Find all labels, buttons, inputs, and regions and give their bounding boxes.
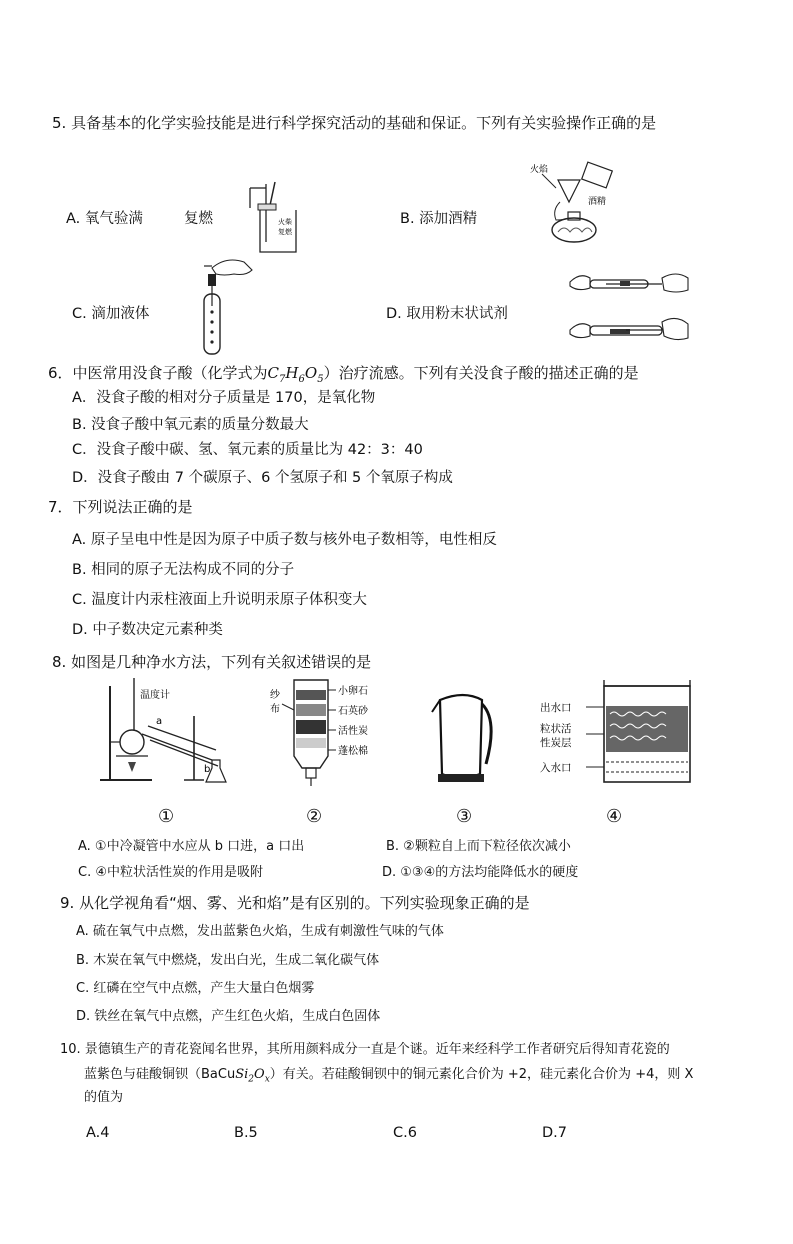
alcohol-lamp-figure <box>530 160 620 248</box>
q10-option-a: A.4 <box>86 1125 110 1141</box>
q6-option-d: D．没食子酸由 7 个碳原子、6 个氢原子和 5 个氧原子构成 <box>72 470 453 486</box>
activated-carbon-purifier-figure <box>540 676 700 788</box>
q10-option-b: B.5 <box>234 1125 258 1141</box>
q10-option-c: C.6 <box>393 1125 417 1141</box>
q6-option-b: B. 没食子酸中氧元素的质量分数最大 <box>72 417 309 433</box>
simple-water-filter-figure <box>266 676 406 788</box>
granular-carbon-label-1: 粒状活 <box>540 723 572 735</box>
q9-option-c: C. 红磷在空气中点燃，产生大量白色烟雾 <box>76 981 315 996</box>
gauze-label-1: 纱 <box>270 690 280 701</box>
outlet-label: 出水口 <box>540 702 572 714</box>
q8-stem: 8. 如图是几种净水方法，下列有关叙述错误的是 <box>52 653 372 671</box>
flame-label: 火焰 <box>530 165 549 175</box>
q9-stem: 9. 从化学视角看“烟、雾、光和焰”是有区别的。下列实验现象正确的是 <box>60 894 530 912</box>
q5-option-a-note: 复燃 <box>184 211 213 227</box>
reignite-label: 复燃 <box>278 228 292 236</box>
oxygen-collection-figure <box>240 180 300 254</box>
q9-option-a: A. 硫在氧气中点燃，发出蓝紫色火焰，生成有刺激性气味的气体 <box>76 924 444 939</box>
q10-line-2 <box>84 1068 693 1085</box>
fig-number-2: ② <box>306 806 323 827</box>
q10-line-2-prefix: 蓝紫色与硅酸铜钡（BaCu <box>84 1067 236 1082</box>
distillation-figure <box>100 676 240 788</box>
q8-option-a: A. ①中冷凝管中水应从 b 口进，a 口出 <box>78 839 305 854</box>
q7-stem: 7．下列说法正确的是 <box>48 498 193 516</box>
q10-line-1: 10. 景德镇生产的青花瓷闻名世界，其所用颜料成分一直是个谜。近年来经科学工作者研究后得知青花瓷的 <box>60 1042 670 1057</box>
fig-number-1: ① <box>158 806 175 827</box>
match-label: 火柴 <box>278 218 292 226</box>
fig-number-3: ③ <box>456 806 473 827</box>
q7-option-d: D. 中子数决定元素种类 <box>72 622 223 638</box>
q8-option-b: B. ②颗粒自上而下粒径依次减小 <box>386 839 571 854</box>
q6-stem-suffix: ）治疗流感。下列有关没食子酸的描述正确的是 <box>323 364 639 382</box>
q6-option-c: C．没食子酸中碳、氢、氧元素的质量比为 42：3：40 <box>72 442 423 458</box>
q6-stem <box>48 366 639 385</box>
electric-kettle-figure <box>430 690 500 786</box>
q10-option-d: D.7 <box>542 1125 567 1141</box>
q7-option-b: B. 相同的原子无法构成不同的分子 <box>72 562 295 578</box>
q7-option-a: A. 原子呈电中性是因为原子中质子数与核外电子数相等，电性相反 <box>72 532 497 548</box>
q10-line-3: 的值为 <box>84 1090 124 1105</box>
q8-option-d: D. ①③④的方法均能降低水的硬度 <box>382 865 579 880</box>
q7-option-c: C. 温度计内汞柱液面上升说明汞原子体积变大 <box>72 592 367 608</box>
pebbles-label: 小卵石 <box>338 686 368 697</box>
q5-option-c: C. 滴加液体 <box>72 306 150 322</box>
q10-line-2-suffix: ）有关。若硅酸铜钡中的铜元素化合价为 +2，硅元素化合价为 +4，则 X <box>269 1067 694 1082</box>
q10-formula: $Si_2O_x$ <box>235 1067 270 1085</box>
powder-reagent-figure <box>566 268 692 362</box>
gauze-label-2: 布 <box>270 704 280 715</box>
inlet-label: 入水口 <box>540 762 572 774</box>
thermometer-label: 温度计 <box>140 690 170 701</box>
alcohol-label: 酒精 <box>588 197 607 207</box>
port-b-label: b <box>204 764 211 775</box>
q5-option-a: A. 氧气验满 <box>66 211 143 227</box>
granular-carbon-label-2: 性炭层 <box>540 737 572 749</box>
quartz-sand-label: 石英砂 <box>338 706 368 717</box>
q6-option-a: A．没食子酸的相对分子质量是 170，是氧化物 <box>72 390 376 406</box>
q9-option-d: D. 铁丝在氧气中点燃，产生红色火焰，生成白色固体 <box>76 1009 381 1024</box>
q5-option-b: B. 添加酒精 <box>400 211 478 227</box>
q9-option-b: B. 木炭在氧气中燃烧，发出白光，生成二氧化碳气体 <box>76 953 380 968</box>
q6-stem-prefix: 6．中医常用没食子酸（化学式为 <box>48 364 268 382</box>
activated-carbon-label: 活性炭 <box>338 726 368 737</box>
port-a-label: a <box>156 716 163 727</box>
dropper-figure <box>190 250 260 358</box>
q8-option-c: C. ④中粒状活性炭的作用是吸附 <box>78 865 263 880</box>
cotton-label: 蓬松棉 <box>338 746 368 757</box>
q5-stem: 5. 具备基本的化学实验技能是进行科学探究活动的基础和保证。下列有关实验操作正确的是 <box>52 114 657 132</box>
fig-number-4: ④ <box>606 806 623 827</box>
q5-option-d: D. 取用粉末状试剂 <box>386 306 508 322</box>
q6-formula: $C_7H_6O_5$ <box>267 364 324 385</box>
